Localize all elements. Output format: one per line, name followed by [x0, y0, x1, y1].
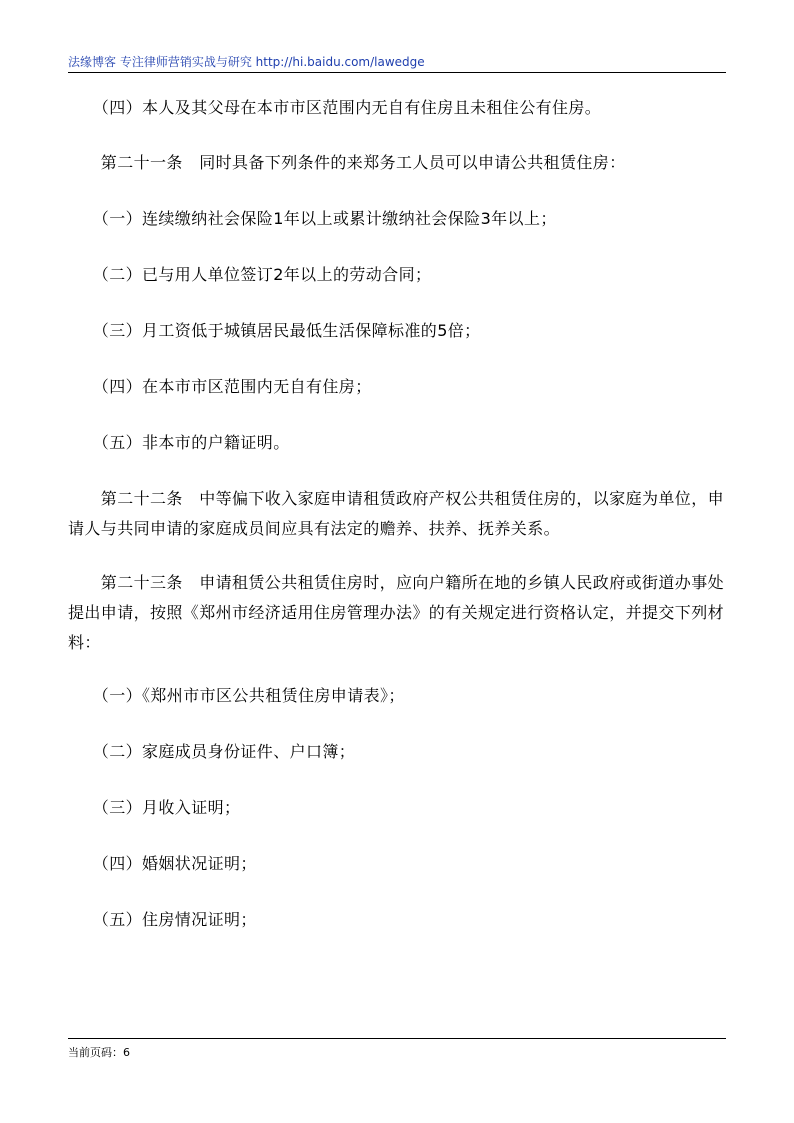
header-divider — [68, 72, 726, 73]
paragraph-3: （一）连续缴纳社会保险1年以上或累计缴纳社会保险3年以上； — [68, 209, 557, 228]
paragraph-14: （五）住房情况证明； — [68, 910, 257, 929]
paragraph-5: （三）月工资低于城镇居民最低生活保障标准的5倍； — [68, 321, 481, 340]
paragraph-4: （二）已与用人单位签订2年以上的劳动合同； — [68, 265, 432, 284]
paragraph-12: （三）月收入证明； — [68, 798, 241, 817]
paragraph-6: （四）在本市市区范围内无自有住房； — [68, 377, 372, 396]
page-header: 法缘博客 专注律师营销实战与研究 http://hi.baidu.com/lawedge — [68, 55, 425, 69]
paragraph-7: （五）非本市的户籍证明。 — [68, 433, 290, 452]
paragraph-8: 第二十二条 中等偏下收入家庭申请租赁政府产权公共租赁住房的，以家庭为单位，申请人与共同申请的家庭成员间应具有法定的赡养、扶养、抚养关系。 — [68, 489, 725, 538]
paragraph-1: （四）本人及其父母在本市市区范围内无自有住房且未租住公有住房。 — [68, 98, 602, 117]
paragraph-10: （一）《郑州市市区公共租赁住房申请表》； — [68, 686, 405, 705]
paragraph-11: （二）家庭成员身份证件、户口簿； — [68, 742, 356, 761]
paragraph-2: 第二十一条 同时具备下列条件的来郑务工人员可以申请公共租赁住房： — [68, 153, 626, 172]
page-number: 当前页码：6 — [68, 1046, 130, 1059]
footer-divider — [68, 1038, 726, 1039]
paragraph-9: 第二十三条 申请租赁公共租赁住房时，应向户籍所在地的乡镇人民政府或街道办事处提出申请，按照《郑州市经济适用住房管理办法》的有关规定进行资格认定，并提交下列材料： — [68, 573, 725, 652]
paragraph-13: （四）婚姻状况证明； — [68, 854, 257, 873]
